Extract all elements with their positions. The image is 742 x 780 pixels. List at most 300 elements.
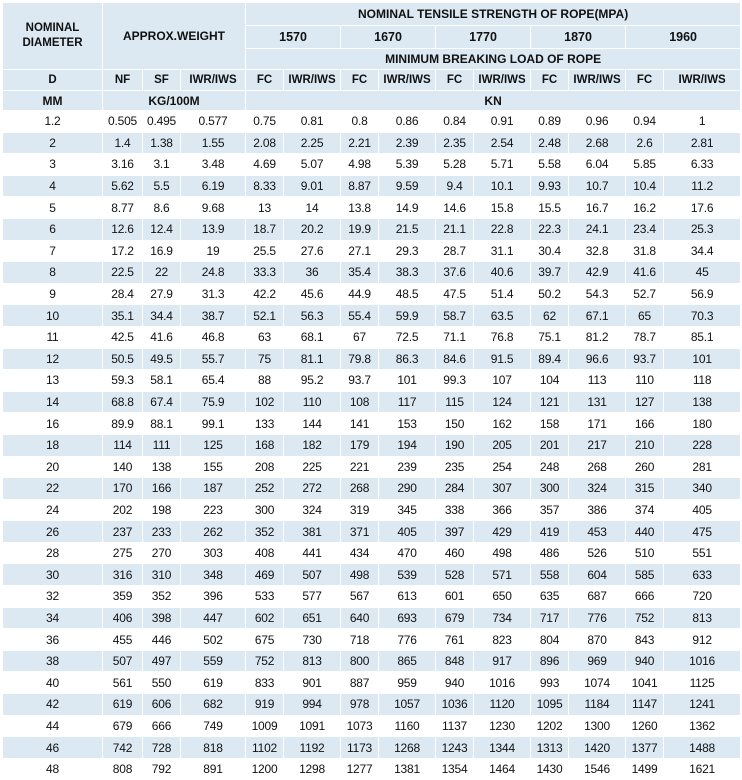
table-row — [3, 197, 741, 219]
value-cell: 804 — [531, 629, 569, 651]
value-cell: 42.9 — [569, 262, 626, 284]
value-cell: 46.8 — [181, 326, 246, 348]
value-cell: 338 — [436, 499, 474, 521]
value-cell: 24.8 — [181, 262, 246, 284]
value-cell: 16.2 — [626, 197, 664, 219]
table-row — [3, 694, 741, 716]
value-cell: 101 — [379, 370, 436, 392]
value-cell: 27.1 — [341, 240, 379, 262]
value-cell: 345 — [379, 499, 436, 521]
value-cell: 408 — [246, 542, 284, 564]
value-cell: 10.1 — [474, 175, 531, 197]
table-row — [3, 521, 741, 543]
value-cell: 228 — [664, 434, 741, 456]
value-cell: 1.55 — [181, 132, 246, 154]
value-cell: 31.8 — [626, 240, 664, 262]
value-cell: 896 — [531, 650, 569, 672]
value-cell: 693 — [379, 607, 436, 629]
value-cell: 88 — [246, 370, 284, 392]
value-cell: 718 — [341, 629, 379, 651]
value-cell: 52.1 — [246, 305, 284, 327]
load-fc-header: FC — [246, 70, 284, 91]
value-cell: 33.3 — [246, 262, 284, 284]
value-cell: 1381 — [379, 758, 436, 780]
value-cell: 2.35 — [436, 132, 474, 154]
value-cell: 396 — [181, 586, 246, 608]
table-row — [3, 737, 741, 759]
value-cell: 1.38 — [143, 132, 181, 154]
value-cell: 498 — [341, 564, 379, 586]
value-cell: 453 — [569, 521, 626, 543]
value-cell: 397 — [436, 521, 474, 543]
diameter-cell: 3 — [3, 154, 103, 176]
value-cell: 469 — [246, 564, 284, 586]
value-cell: 29.3 — [379, 240, 436, 262]
value-cell: 110 — [284, 391, 341, 413]
value-cell: 601 — [436, 586, 474, 608]
value-cell: 734 — [474, 607, 531, 629]
table-row — [3, 542, 741, 564]
value-cell: 113 — [569, 370, 626, 392]
value-cell: 619 — [181, 672, 246, 694]
value-cell: 50.5 — [103, 348, 143, 370]
value-cell: 31.3 — [181, 283, 246, 305]
value-cell: 887 — [341, 672, 379, 694]
value-cell: 89.9 — [103, 413, 143, 435]
value-cell: 1173 — [341, 737, 379, 759]
value-cell: 22.8 — [474, 218, 531, 240]
value-cell: 406 — [103, 607, 143, 629]
value-cell: 10.7 — [569, 175, 626, 197]
value-cell: 31.1 — [474, 240, 531, 262]
value-cell: 59.9 — [379, 305, 436, 327]
value-cell: 223 — [181, 499, 246, 521]
value-cell: 558 — [531, 564, 569, 586]
value-cell: 5.39 — [379, 154, 436, 176]
value-cell: 635 — [531, 586, 569, 608]
load-fc-header: FC — [626, 70, 664, 91]
value-cell: 19.9 — [341, 218, 379, 240]
value-cell: 58.1 — [143, 370, 181, 392]
value-cell: 498 — [474, 542, 531, 564]
value-cell: 0.81 — [284, 111, 341, 133]
value-cell: 93.7 — [341, 370, 379, 392]
value-cell: 2.81 — [664, 132, 741, 154]
value-cell: 687 — [569, 586, 626, 608]
value-cell: 28.4 — [103, 283, 143, 305]
value-cell: 912 — [664, 629, 741, 651]
table-row — [3, 283, 741, 305]
value-cell: 307 — [474, 478, 531, 500]
value-cell: 201 — [531, 434, 569, 456]
value-cell: 239 — [379, 456, 436, 478]
value-cell: 1243 — [436, 737, 474, 759]
value-cell: 1057 — [379, 694, 436, 716]
value-cell: 107 — [474, 370, 531, 392]
value-cell: 1137 — [436, 715, 474, 737]
table-row — [3, 218, 741, 240]
value-cell: 969 — [569, 650, 626, 672]
diameter-cell: 26 — [3, 521, 103, 543]
load-iwr-header: IWR/IWS — [284, 70, 341, 91]
table-row — [3, 240, 741, 262]
value-cell: 551 — [664, 542, 741, 564]
value-cell: 11.2 — [664, 175, 741, 197]
grade-1770-header: 1770 — [436, 26, 531, 49]
value-cell: 429 — [474, 521, 531, 543]
diameter-cell: 22 — [3, 478, 103, 500]
value-cell: 604 — [569, 564, 626, 586]
tensile-strength-header: NOMINAL TENSILE STRENGTH OF ROPE(MPA) — [246, 3, 741, 26]
value-cell: 1095 — [531, 694, 569, 716]
diameter-cell: 20 — [3, 456, 103, 478]
value-cell: 95.2 — [284, 370, 341, 392]
value-cell: 300 — [246, 499, 284, 521]
value-cell: 5.58 — [531, 154, 569, 176]
value-cell: 15.8 — [474, 197, 531, 219]
value-cell: 15.5 — [531, 197, 569, 219]
value-cell: 1298 — [284, 758, 341, 780]
value-cell: 6.33 — [664, 154, 741, 176]
value-cell: 99.3 — [436, 370, 474, 392]
value-cell: 19 — [181, 240, 246, 262]
value-cell: 959 — [379, 672, 436, 694]
value-cell: 539 — [379, 564, 436, 586]
diameter-cell: 7 — [3, 240, 103, 262]
value-cell: 940 — [626, 650, 664, 672]
value-cell: 39.7 — [531, 262, 569, 284]
value-cell: 800 — [341, 650, 379, 672]
value-cell: 359 — [103, 586, 143, 608]
value-cell: 319 — [341, 499, 379, 521]
value-cell: 1488 — [664, 737, 741, 759]
value-cell: 14 — [284, 197, 341, 219]
value-cell: 0.91 — [474, 111, 531, 133]
value-cell: 994 — [284, 694, 341, 716]
value-cell: 45 — [664, 262, 741, 284]
value-cell: 217 — [569, 434, 626, 456]
value-cell: 18.7 — [246, 218, 284, 240]
value-cell: 2.08 — [246, 132, 284, 154]
value-cell: 5.5 — [143, 175, 181, 197]
value-cell: 728 — [143, 737, 181, 759]
value-cell: 62 — [531, 305, 569, 327]
value-cell: 303 — [181, 542, 246, 564]
value-cell: 510 — [626, 542, 664, 564]
table-row — [3, 111, 741, 133]
value-cell: 22.3 — [531, 218, 569, 240]
table-row — [3, 175, 741, 197]
value-cell: 460 — [436, 542, 474, 564]
value-cell: 567 — [341, 586, 379, 608]
value-cell: 17.6 — [664, 197, 741, 219]
value-cell: 776 — [379, 629, 436, 651]
table-body — [3, 111, 741, 780]
value-cell: 502 — [181, 629, 246, 651]
value-cell: 316 — [103, 564, 143, 586]
value-cell: 22 — [143, 262, 181, 284]
value-cell: 507 — [103, 650, 143, 672]
value-cell: 2.25 — [284, 132, 341, 154]
diameter-cell: 11 — [3, 326, 103, 348]
value-cell: 153 — [379, 413, 436, 435]
value-cell: 76.8 — [474, 326, 531, 348]
value-cell: 0.94 — [626, 111, 664, 133]
value-cell: 67 — [341, 326, 379, 348]
value-cell: 813 — [664, 607, 741, 629]
value-cell: 1192 — [284, 737, 341, 759]
diameter-cell: 12 — [3, 348, 103, 370]
value-cell: 4.69 — [246, 154, 284, 176]
value-cell: 54.3 — [569, 283, 626, 305]
value-cell: 533 — [246, 586, 284, 608]
value-cell: 63 — [246, 326, 284, 348]
value-cell: 1260 — [626, 715, 664, 737]
value-cell: 38.7 — [181, 305, 246, 327]
value-cell: 48.5 — [379, 283, 436, 305]
value-cell: 104 — [531, 370, 569, 392]
value-cell: 88.1 — [143, 413, 181, 435]
value-cell: 1430 — [531, 758, 569, 780]
value-cell: 131 — [569, 391, 626, 413]
table-row — [3, 478, 741, 500]
min-breaking-load-header: MINIMUM BREAKING LOAD OF ROPE — [246, 49, 741, 70]
load-fc-header: FC — [436, 70, 474, 91]
value-cell: 140 — [103, 456, 143, 478]
value-cell: 34.4 — [143, 305, 181, 327]
value-cell: 56.3 — [284, 305, 341, 327]
value-cell: 35.1 — [103, 305, 143, 327]
value-cell: 70.3 — [664, 305, 741, 327]
value-cell: 1073 — [341, 715, 379, 737]
value-cell: 13.8 — [341, 197, 379, 219]
value-cell: 35.4 — [341, 262, 379, 284]
table-row — [3, 305, 741, 327]
value-cell: 470 — [379, 542, 436, 564]
value-cell: 127 — [626, 391, 664, 413]
value-cell: 8.87 — [341, 175, 379, 197]
value-cell: 115 — [436, 391, 474, 413]
table-row — [3, 715, 741, 737]
value-cell: 63.5 — [474, 305, 531, 327]
value-cell: 21.1 — [436, 218, 474, 240]
diameter-cell: 32 — [3, 586, 103, 608]
diameter-cell: 16 — [3, 413, 103, 435]
value-cell: 585 — [626, 564, 664, 586]
value-cell: 180 — [664, 413, 741, 435]
table-row — [3, 326, 741, 348]
value-cell: 36 — [284, 262, 341, 284]
value-cell: 25.5 — [246, 240, 284, 262]
table-row — [3, 629, 741, 651]
value-cell: 1016 — [664, 650, 741, 672]
value-cell: 5.85 — [626, 154, 664, 176]
diameter-cell: 18 — [3, 434, 103, 456]
value-cell: 138 — [664, 391, 741, 413]
value-cell: 272 — [284, 478, 341, 500]
value-cell: 150 — [436, 413, 474, 435]
value-cell: 1102 — [246, 737, 284, 759]
table-row — [3, 370, 741, 392]
value-cell: 606 — [143, 694, 181, 716]
value-cell: 761 — [436, 629, 474, 651]
grade-1570-header: 1570 — [246, 26, 341, 49]
value-cell: 166 — [143, 478, 181, 500]
value-cell: 455 — [103, 629, 143, 651]
value-cell: 252 — [246, 478, 284, 500]
value-cell: 27.9 — [143, 283, 181, 305]
value-cell: 3.48 — [181, 154, 246, 176]
value-cell: 12.6 — [103, 218, 143, 240]
value-cell: 194 — [379, 434, 436, 456]
value-cell: 742 — [103, 737, 143, 759]
value-cell: 59.3 — [103, 370, 143, 392]
load-iwr-header: IWR/IWS — [474, 70, 531, 91]
rope-spec-table — [2, 2, 741, 780]
grade-1870-header: 1870 — [531, 26, 626, 49]
value-cell: 50.2 — [531, 283, 569, 305]
value-cell: 1.4 — [103, 132, 143, 154]
unit-diameter-header: MM — [3, 91, 103, 111]
value-cell: 1009 — [246, 715, 284, 737]
value-cell: 41.6 — [626, 262, 664, 284]
value-cell: 71.1 — [436, 326, 474, 348]
value-cell: 268 — [569, 456, 626, 478]
value-cell: 65 — [626, 305, 664, 327]
value-cell: 56.9 — [664, 283, 741, 305]
value-cell: 1074 — [569, 672, 626, 694]
value-cell: 823 — [474, 629, 531, 651]
table-row — [3, 413, 741, 435]
value-cell: 651 — [284, 607, 341, 629]
value-cell: 260 — [626, 456, 664, 478]
value-cell: 30.4 — [531, 240, 569, 262]
value-cell: 25.3 — [664, 218, 741, 240]
value-cell: 6.19 — [181, 175, 246, 197]
value-cell: 235 — [436, 456, 474, 478]
value-cell: 93.7 — [626, 348, 664, 370]
value-cell: 486 — [531, 542, 569, 564]
value-cell: 166 — [626, 413, 664, 435]
value-cell: 528 — [436, 564, 474, 586]
value-cell: 348 — [181, 564, 246, 586]
value-cell: 10.4 — [626, 175, 664, 197]
value-cell: 41.6 — [143, 326, 181, 348]
value-cell: 268 — [341, 478, 379, 500]
value-cell: 550 — [143, 672, 181, 694]
value-cell: 81.2 — [569, 326, 626, 348]
value-cell: 284 — [436, 478, 474, 500]
nominal-diameter-header: NOMINAL DIAMETER — [3, 3, 103, 70]
diameter-cell: 40 — [3, 672, 103, 694]
value-cell: 919 — [246, 694, 284, 716]
value-cell: 679 — [436, 607, 474, 629]
value-cell: 561 — [103, 672, 143, 694]
value-cell: 85.1 — [664, 326, 741, 348]
table-row — [3, 456, 741, 478]
value-cell: 225 — [284, 456, 341, 478]
value-cell: 5.28 — [436, 154, 474, 176]
value-cell: 121 — [531, 391, 569, 413]
value-cell: 190 — [436, 434, 474, 456]
value-cell: 0.505 — [103, 111, 143, 133]
value-cell: 5.62 — [103, 175, 143, 197]
value-cell: 170 — [103, 478, 143, 500]
value-cell: 434 — [341, 542, 379, 564]
value-cell: 752 — [246, 650, 284, 672]
value-cell: 86.3 — [379, 348, 436, 370]
value-cell: 23.4 — [626, 218, 664, 240]
value-cell: 38.3 — [379, 262, 436, 284]
value-cell: 89.4 — [531, 348, 569, 370]
value-cell: 1230 — [474, 715, 531, 737]
value-cell: 419 — [531, 521, 569, 543]
value-cell: 1300 — [569, 715, 626, 737]
diameter-cell: 8 — [3, 262, 103, 284]
value-cell: 675 — [246, 629, 284, 651]
load-iwr-header: IWR/IWS — [664, 70, 741, 91]
value-cell: 6.04 — [569, 154, 626, 176]
value-cell: 290 — [379, 478, 436, 500]
unit-weight-header: KG/100M — [103, 91, 246, 111]
value-cell: 0.86 — [379, 111, 436, 133]
diameter-cell: 6 — [3, 218, 103, 240]
value-cell: 398 — [143, 607, 181, 629]
value-cell: 602 — [246, 607, 284, 629]
value-cell: 381 — [284, 521, 341, 543]
value-cell: 125 — [181, 434, 246, 456]
value-cell: 13 — [246, 197, 284, 219]
value-cell: 1268 — [379, 737, 436, 759]
value-cell: 0.577 — [181, 111, 246, 133]
value-cell: 210 — [626, 434, 664, 456]
value-cell: 51.4 — [474, 283, 531, 305]
value-cell: 526 — [569, 542, 626, 564]
table-row — [3, 132, 741, 154]
diameter-cell: 44 — [3, 715, 103, 737]
diameter-cell: 34 — [3, 607, 103, 629]
value-cell: 5.71 — [474, 154, 531, 176]
value-cell: 366 — [474, 499, 531, 521]
diameter-cell: 24 — [3, 499, 103, 521]
value-cell: 813 — [284, 650, 341, 672]
table-row — [3, 391, 741, 413]
value-cell: 1036 — [436, 694, 474, 716]
value-cell: 13.9 — [181, 218, 246, 240]
diameter-cell: 13 — [3, 370, 103, 392]
table-row — [3, 607, 741, 629]
diameter-cell: 1.2 — [3, 111, 103, 133]
value-cell: 102 — [246, 391, 284, 413]
value-cell: 75.9 — [181, 391, 246, 413]
value-cell: 666 — [143, 715, 181, 737]
value-cell: 386 — [569, 499, 626, 521]
value-cell: 1277 — [341, 758, 379, 780]
value-cell: 2.6 — [626, 132, 664, 154]
value-cell: 749 — [181, 715, 246, 737]
value-cell: 168 — [246, 434, 284, 456]
value-cell: 124 — [474, 391, 531, 413]
value-cell: 613 — [379, 586, 436, 608]
value-cell: 917 — [474, 650, 531, 672]
value-cell: 28.7 — [436, 240, 474, 262]
value-cell: 1041 — [626, 672, 664, 694]
value-cell: 640 — [341, 607, 379, 629]
value-cell: 270 — [143, 542, 181, 564]
value-cell: 12.4 — [143, 218, 181, 240]
value-cell: 300 — [531, 478, 569, 500]
value-cell: 158 — [531, 413, 569, 435]
